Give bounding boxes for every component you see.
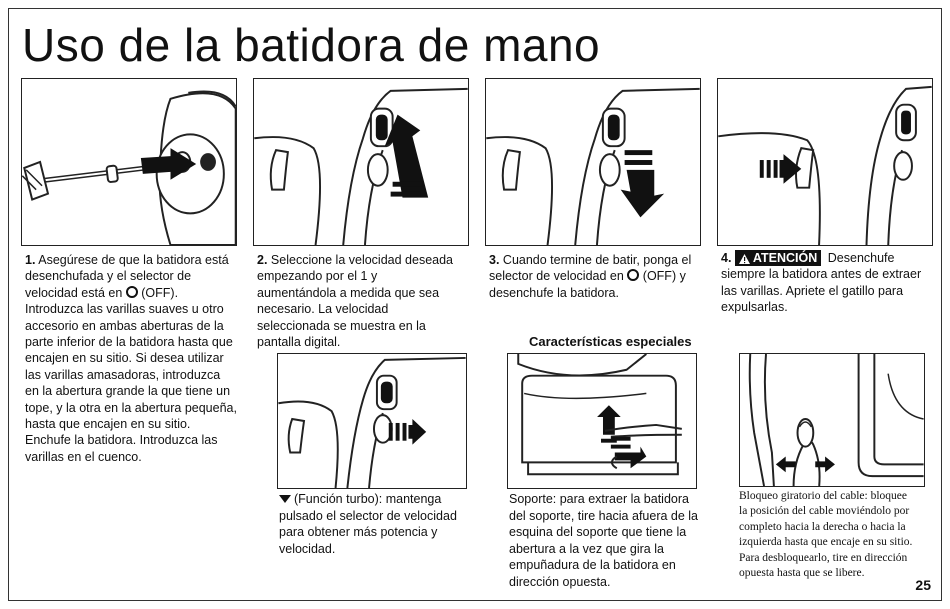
stand-text: Soporte: para extraer la batidora del soporte, tire hacia afuera de la esquina del soporte que tiene la abertura a la vez que gira la empuñadura de la batidora en dirección opuesta.: [509, 492, 699, 589]
step-3-text-after: (OFF) y desenchufe la batidora.: [489, 269, 686, 300]
step-1-text-after: (OFF). Introduzca las varillas suaves u otro accesorio en ambas aberturas de la parte inferior de la batidora hasta que encajen en su sitio. Si desea utilizar las varillas amasadoras, introduzca en la abertura grande la que tiene un tope, y la otra en la abertura pequeña, hasta que encajen en su sitio. Enchufe la batidora. Introduzca las varillas en el cuenco.: [25, 285, 237, 464]
illustration-turbo: [277, 353, 467, 489]
speed-down-drawing: [486, 79, 700, 245]
off-ring-icon: [627, 269, 639, 281]
stand-drawing: [508, 354, 696, 488]
turbo-body: (Función turbo): mantenga pulsado el selector de velocidad para obtener más potencia y velocidad.: [279, 492, 457, 556]
illustration-speed-down: [485, 78, 701, 246]
cord-lock-drawing: [740, 354, 924, 486]
step-3-number: 3.: [489, 253, 500, 267]
eject-beaters-drawing: [718, 79, 932, 245]
warning-badge: [735, 250, 821, 266]
special-features-heading: Características especiales: [529, 334, 692, 349]
step-4-text: [721, 250, 933, 316]
turbo-triangle-icon: [279, 495, 291, 503]
step-2-text: [257, 252, 457, 350]
manual-page: [8, 8, 942, 601]
step-3-text: [489, 252, 699, 301]
step-3-text-before: Cuando termine de batir, ponga el selector de velocidad en: [489, 253, 692, 284]
illustration-stand: [507, 353, 697, 489]
warning-triangle-icon: [739, 254, 750, 264]
step-2-body: Seleccione la velocidad deseada empezando por el 1 y aumentándola a medida que sea necesario. La velocidad seleccionada se muestra en la pantalla digital.: [257, 253, 453, 350]
off-ring-icon: [126, 286, 138, 298]
step-4-number: 4.: [721, 251, 732, 265]
step-4-body: Desenchufe siempre la batidora antes de extraer las varillas. Apriete el gatillo para expulsarlas.: [721, 251, 922, 315]
step-1-number: 1.: [25, 253, 36, 267]
page-title: Uso de la batidora de mano: [22, 19, 601, 71]
speed-up-drawing: [254, 79, 468, 245]
insert-beaters-drawing: [22, 79, 236, 245]
turbo-drawing: [278, 354, 466, 488]
illustration-speed-up: [253, 78, 469, 246]
step-2-number: 2.: [257, 253, 268, 267]
warning-badge-label: ATENCIÓN: [752, 251, 818, 265]
illustration-eject-beaters: [717, 78, 933, 246]
illustration-insert-beaters: [21, 78, 237, 246]
turbo-text: [279, 491, 471, 557]
cord-lock-text: Bloqueo giratorio del cable: bloquee la posición del cable moviéndolo por completo hacia la derecha o hacia la izquierda hasta que encaje en su sitio. Para desbloquearlo, tire en dirección opuesta hasta que se libere.: [739, 490, 913, 580]
page-number: 25: [915, 577, 931, 593]
step-1-text-before: Asegúrese de que la batidora está desenchufada y el selector de velocidad está en: [25, 253, 229, 300]
step-1-text: [25, 252, 237, 465]
illustration-cord-lock: [739, 353, 925, 487]
